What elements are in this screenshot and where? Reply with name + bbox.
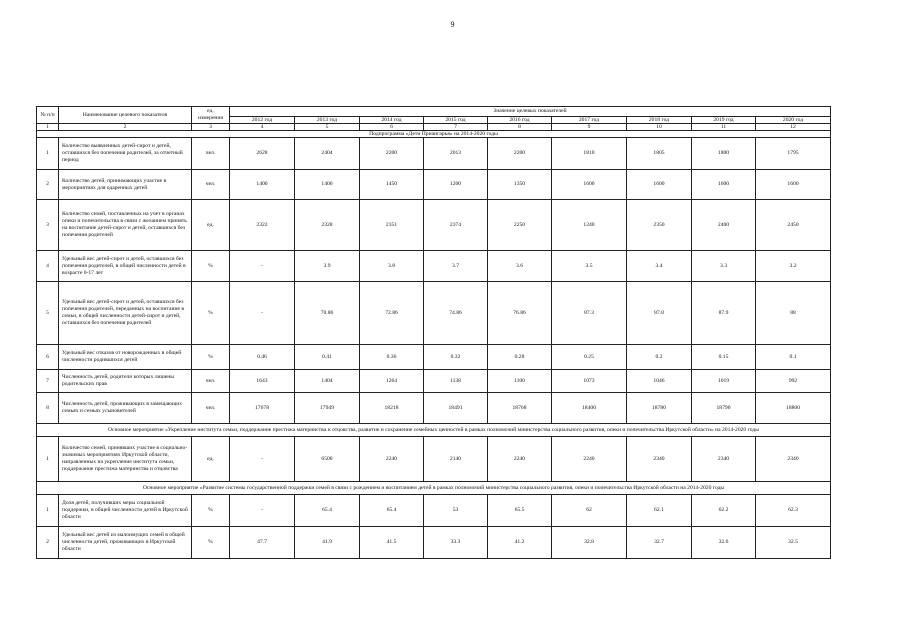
- row-number: 1: [37, 495, 59, 527]
- value-cell: 18780: [627, 393, 692, 424]
- value-cell: 2250: [488, 200, 552, 251]
- value-cell: 18400: [552, 393, 627, 424]
- value-cell: 41.2: [488, 527, 552, 559]
- header-values: Значение целевых показателей: [230, 107, 831, 117]
- value-cell: 0.41: [295, 345, 360, 370]
- value-cell: 87.9: [692, 282, 756, 345]
- header-year: 2020 год: [756, 117, 831, 124]
- header-column-number: 2: [59, 124, 192, 131]
- table-row: [37, 495, 831, 527]
- header-year: 2014 год: [360, 117, 424, 124]
- table-row: [37, 393, 831, 424]
- value-cell: 18790: [692, 393, 756, 424]
- value-cell: -: [230, 495, 295, 527]
- header-unit: ед. измерения: [192, 107, 230, 124]
- value-cell: -: [230, 437, 295, 482]
- indicator-name: Численность детей, проживающих в замещающих семьях и семьях усыновителей: [59, 393, 192, 424]
- header-column-number: 10: [627, 124, 692, 131]
- header-column-number: 5: [295, 124, 360, 131]
- value-cell: 88: [756, 282, 831, 345]
- row-number: 3: [37, 200, 59, 251]
- row-number: 7: [37, 370, 59, 393]
- unit-cell: чел.: [192, 370, 230, 393]
- value-cell: 62: [552, 495, 627, 527]
- value-cell: 18768: [488, 393, 552, 424]
- value-cell: 53: [424, 495, 488, 527]
- unit-cell: чел.: [192, 393, 230, 424]
- unit-cell: %: [192, 527, 230, 559]
- value-cell: 0.28: [488, 345, 552, 370]
- value-cell: 32.8: [552, 527, 627, 559]
- unit-cell: %: [192, 251, 230, 282]
- value-cell: 0.25: [552, 345, 627, 370]
- value-cell: 3.7: [424, 251, 488, 282]
- value-cell: 2322: [230, 200, 295, 251]
- section-title: Основное мероприятие «Развитие системы государственной поддержки семей в связи с рождением и воспитанием детей в рамках полномочий министерства социального развития, опеки и попечительства Иркутской области на 2014-2020 годы: [37, 482, 831, 495]
- value-cell: 1350: [488, 170, 552, 200]
- row-number: 2: [37, 170, 59, 200]
- unit-cell: %: [192, 345, 230, 370]
- value-cell: -: [230, 282, 295, 345]
- value-cell: 1200: [424, 170, 488, 200]
- indicator-name: Доля детей, получивших меры социальной поддержки, в общей численности детей в Иркутской области: [59, 495, 192, 527]
- value-cell: 992: [756, 370, 831, 393]
- value-cell: 1400: [230, 170, 295, 200]
- value-cell: 2328: [295, 200, 360, 251]
- section-title: Подпрограмма «Дети Приангарья» на 2014-2020 годы: [37, 131, 831, 138]
- header-year: 2015 год: [424, 117, 488, 124]
- header-year: 2019 год: [692, 117, 756, 124]
- value-cell: 18800: [756, 393, 831, 424]
- value-cell: 6500: [295, 437, 360, 482]
- value-cell: 1810: [552, 138, 627, 170]
- table-row: [37, 282, 831, 345]
- indicator-name: Численность детей, родители которых лишены родительских прав: [59, 370, 192, 393]
- table-row: [37, 437, 831, 482]
- value-cell: 2340: [756, 437, 831, 482]
- value-cell: 72.86: [360, 282, 424, 345]
- value-cell: 2340: [692, 437, 756, 482]
- row-number: 4: [37, 251, 59, 282]
- value-cell: 62.3: [756, 495, 831, 527]
- value-cell: 1264: [360, 370, 424, 393]
- value-cell: 0.15: [692, 345, 756, 370]
- value-cell: 2013: [424, 138, 488, 170]
- value-cell: 2374: [424, 200, 488, 251]
- value-cell: 3.4: [627, 251, 692, 282]
- table-row: [37, 200, 831, 251]
- value-cell: 3.5: [552, 251, 627, 282]
- value-cell: 32.6: [692, 527, 756, 559]
- table-row: [37, 527, 831, 559]
- value-cell: 2450: [756, 200, 831, 251]
- unit-cell: %: [192, 495, 230, 527]
- value-cell: 87.3: [552, 282, 627, 345]
- table-row: [37, 138, 831, 170]
- section-title: Основное мероприятие «Укрепление института семьи, поддержание престижа материнства и отцовства, развитие и сохранение семейных ценностей в рамках полномочий министерства социального развития, опеки и попечительства Иркутской области» на 2014-2020 годы: [37, 424, 831, 437]
- value-cell: 0.32: [424, 345, 488, 370]
- value-cell: 2200: [360, 138, 424, 170]
- value-cell: 1073: [552, 370, 627, 393]
- unit-cell: ед.: [192, 200, 230, 251]
- value-cell: 0.1: [756, 345, 831, 370]
- value-cell: 0.36: [360, 345, 424, 370]
- value-cell: 0.46: [230, 345, 295, 370]
- value-cell: 2404: [295, 138, 360, 170]
- header-year: 2012 год: [230, 117, 295, 124]
- value-cell: 0.2: [627, 345, 692, 370]
- table-row: [37, 251, 831, 282]
- value-cell: 1046: [627, 370, 692, 393]
- value-cell: 1600: [552, 170, 627, 200]
- value-cell: 2240: [488, 437, 552, 482]
- value-cell: 1240: [552, 200, 627, 251]
- header-column-number: 9: [552, 124, 627, 131]
- value-cell: 33.3: [424, 527, 488, 559]
- value-cell: 65.4: [360, 495, 424, 527]
- value-cell: 2240: [552, 437, 627, 482]
- value-cell: 2350: [627, 200, 692, 251]
- value-cell: 3.9: [295, 251, 360, 282]
- value-cell: 62.1: [627, 495, 692, 527]
- value-cell: 2240: [360, 437, 424, 482]
- header-column-number: 8: [488, 124, 552, 131]
- value-cell: 2351: [360, 200, 424, 251]
- indicator-name: Удельный вес отказов от новорожденных в общей численности родившихся детей: [59, 345, 192, 370]
- indicator-name: Количество выявленных детей-сирот и детей, оставшихся без попечения родителей, за отчетный период: [59, 138, 192, 170]
- value-cell: 41.5: [360, 527, 424, 559]
- unit-cell: чел.: [192, 170, 230, 200]
- value-cell: 18491: [424, 393, 488, 424]
- value-cell: -: [230, 251, 295, 282]
- header-num: № п/п: [37, 107, 59, 124]
- value-cell: 87.8: [627, 282, 692, 345]
- header-column-number: 11: [692, 124, 756, 131]
- value-cell: 1404: [295, 370, 360, 393]
- value-cell: 18218: [360, 393, 424, 424]
- target-indicators-table: [36, 106, 831, 559]
- indicator-name: Удельный вес детей из малоимущих семей в общей численности детей, проживающих в Иркутской области: [59, 527, 192, 559]
- value-cell: 2400: [692, 200, 756, 251]
- header-column-number: 1: [37, 124, 59, 131]
- row-number: 8: [37, 393, 59, 424]
- value-cell: 2340: [627, 437, 692, 482]
- table-row: [37, 170, 831, 200]
- header-column-number: 6: [360, 124, 424, 131]
- row-number: 1: [37, 437, 59, 482]
- indicator-name: Удельный вес детей-сирот и детей, оставшихся без попечения родителей, в общей численности детей в возрасте 0-17 лет: [59, 251, 192, 282]
- value-cell: 2140: [424, 437, 488, 482]
- value-cell: 1795: [756, 138, 831, 170]
- value-cell: 3.3: [692, 251, 756, 282]
- indicator-name: Количество детей, принимающих участие в мероприятиях для одаренных детей: [59, 170, 192, 200]
- value-cell: 1100: [488, 370, 552, 393]
- header-year: 2017 год: [552, 117, 627, 124]
- value-cell: 17678: [230, 393, 295, 424]
- header-year: 2018 год: [627, 117, 692, 124]
- value-cell: 1138: [424, 370, 488, 393]
- unit-cell: ед.: [192, 437, 230, 482]
- table-row: [37, 345, 831, 370]
- value-cell: 70.86: [295, 282, 360, 345]
- value-cell: 32.7: [627, 527, 692, 559]
- value-cell: 1805: [627, 138, 692, 170]
- indicator-name: Количество семей, принявших участие в социально-значимых мероприятиях Иркутской области, направленных на укрепление института семьи, поддержание престижа материнства и отцовства: [59, 437, 192, 482]
- value-cell: 1800: [692, 138, 756, 170]
- row-number: 6: [37, 345, 59, 370]
- value-cell: 32.5: [756, 527, 831, 559]
- page-number: 9: [450, 20, 455, 29]
- header-column-number: 12: [756, 124, 831, 131]
- value-cell: 1600: [756, 170, 831, 200]
- value-cell: 41.9: [295, 527, 360, 559]
- value-cell: 1643: [230, 370, 295, 393]
- value-cell: 62.2: [692, 495, 756, 527]
- value-cell: 1019: [692, 370, 756, 393]
- value-cell: 3.8: [360, 251, 424, 282]
- value-cell: 76.86: [488, 282, 552, 345]
- value-cell: 1400: [295, 170, 360, 200]
- unit-cell: %: [192, 282, 230, 345]
- value-cell: 3.6: [488, 251, 552, 282]
- header-column-number: 7: [424, 124, 488, 131]
- indicator-name: Удельный вес детей-сирот и детей, оставшихся без попечения родителей, переданных на воспитание в семьи, в общей численности детей-сирот и детей, оставшихся без попечения родителей: [59, 282, 192, 345]
- row-number: 1: [37, 138, 59, 170]
- header-column-number: 3: [192, 124, 230, 131]
- value-cell: 65.4: [295, 495, 360, 527]
- value-cell: 1600: [627, 170, 692, 200]
- value-cell: 65.5: [488, 495, 552, 527]
- row-number: 2: [37, 527, 59, 559]
- table-row: [37, 370, 831, 393]
- header-year: 2016 год: [488, 117, 552, 124]
- header-year: 2013 год: [295, 117, 360, 124]
- header-name: Наименование целевого показателя: [59, 107, 192, 124]
- value-cell: 3.2: [756, 251, 831, 282]
- value-cell: 2200: [488, 138, 552, 170]
- header-column-number: 4: [230, 124, 295, 131]
- value-cell: 74.86: [424, 282, 488, 345]
- value-cell: 17949: [295, 393, 360, 424]
- row-number: 5: [37, 282, 59, 345]
- indicator-name: Количество семей, поставленных на учет в органах опеки и попечительства в связи с желанием принять на воспитание детей-сирот и детей, оставшихся без попечения родителей: [59, 200, 192, 251]
- value-cell: 1450: [360, 170, 424, 200]
- value-cell: 1600: [692, 170, 756, 200]
- value-cell: 47.7: [230, 527, 295, 559]
- unit-cell: чел.: [192, 138, 230, 170]
- value-cell: 2628: [230, 138, 295, 170]
